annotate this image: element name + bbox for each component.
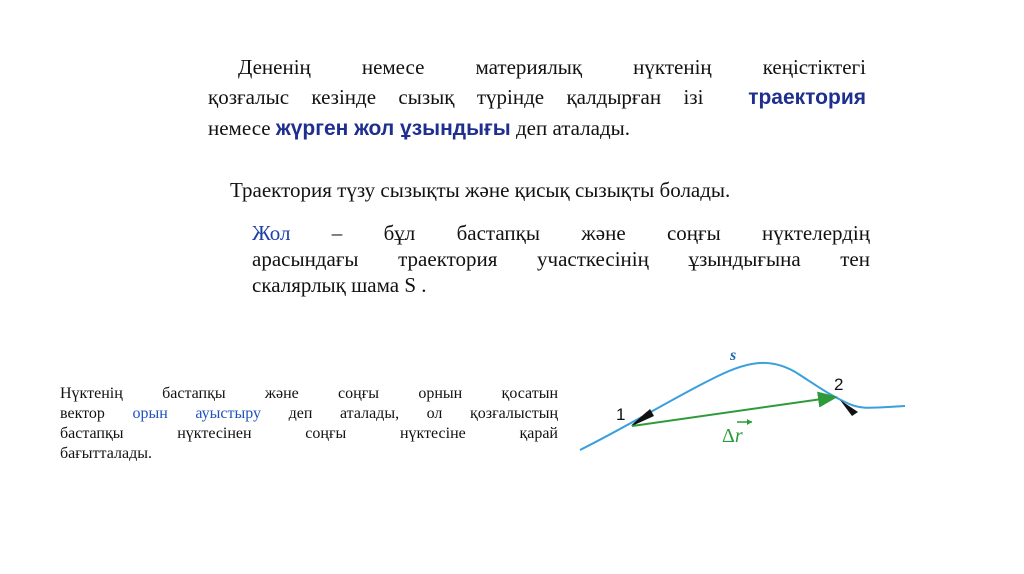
trajectory-diagram <box>570 330 920 470</box>
p1-line1-text: Дененің немесе материялық нүктенің кеңістіктегі <box>238 55 866 79</box>
p1-line3-prefix: немесе <box>208 116 271 140</box>
definition-path <box>252 220 870 298</box>
p4-line1: Нүктенің бастапқы және соңғы орнын қосатын <box>60 385 558 402</box>
label-point-1: 1 <box>616 405 626 424</box>
term-displacement: орын ауыстыру <box>132 405 262 422</box>
p1-line2-text: қозғалыс кезінде сызық түрінде қалдырған ізі <box>208 85 704 109</box>
p1-line2 <box>208 82 866 113</box>
p4-line2-suffix: деп аталады, ол қозғалыстың <box>261 405 559 422</box>
definition-trajectory <box>208 52 866 144</box>
displacement-vector <box>632 397 836 426</box>
label-s: s <box>730 347 737 364</box>
term-path-length: жүрген жол ұзындығы <box>275 117 511 140</box>
label-r-arrow-head <box>747 419 752 425</box>
p4-line3: бастапқы нүктесінен соңғы нүктесіне қарай <box>60 425 558 442</box>
p3-line3: скалярлық шама S . <box>252 273 427 297</box>
label-point-2: 2 <box>834 375 844 394</box>
p2-text: Траектория түзу сызықты және қисық сызықты болады. <box>230 178 731 202</box>
definition-displacement <box>60 384 558 464</box>
p4-line2-prefix: вектор <box>60 405 105 422</box>
p4-line2 <box>60 404 558 424</box>
trajectory-types <box>230 175 870 205</box>
p3-line2: арасындағы траектория участкесінің ұзындығына тен <box>252 247 870 271</box>
term-path: Жол <box>252 221 291 245</box>
term-trajectory: траектория <box>748 86 866 109</box>
label-delta-r: Δr <box>722 425 743 447</box>
p1-line3 <box>208 113 866 144</box>
p3-line1 <box>252 220 870 246</box>
velocity-arrow-2 <box>840 400 858 416</box>
p1-line1 <box>208 52 866 82</box>
p1-line3-suffix: деп аталады. <box>515 116 631 140</box>
p3-line1-rest: – бұл бастапқы және соңғы нүктелердің <box>331 221 871 245</box>
p4-line4: бағытталады. <box>60 445 152 462</box>
